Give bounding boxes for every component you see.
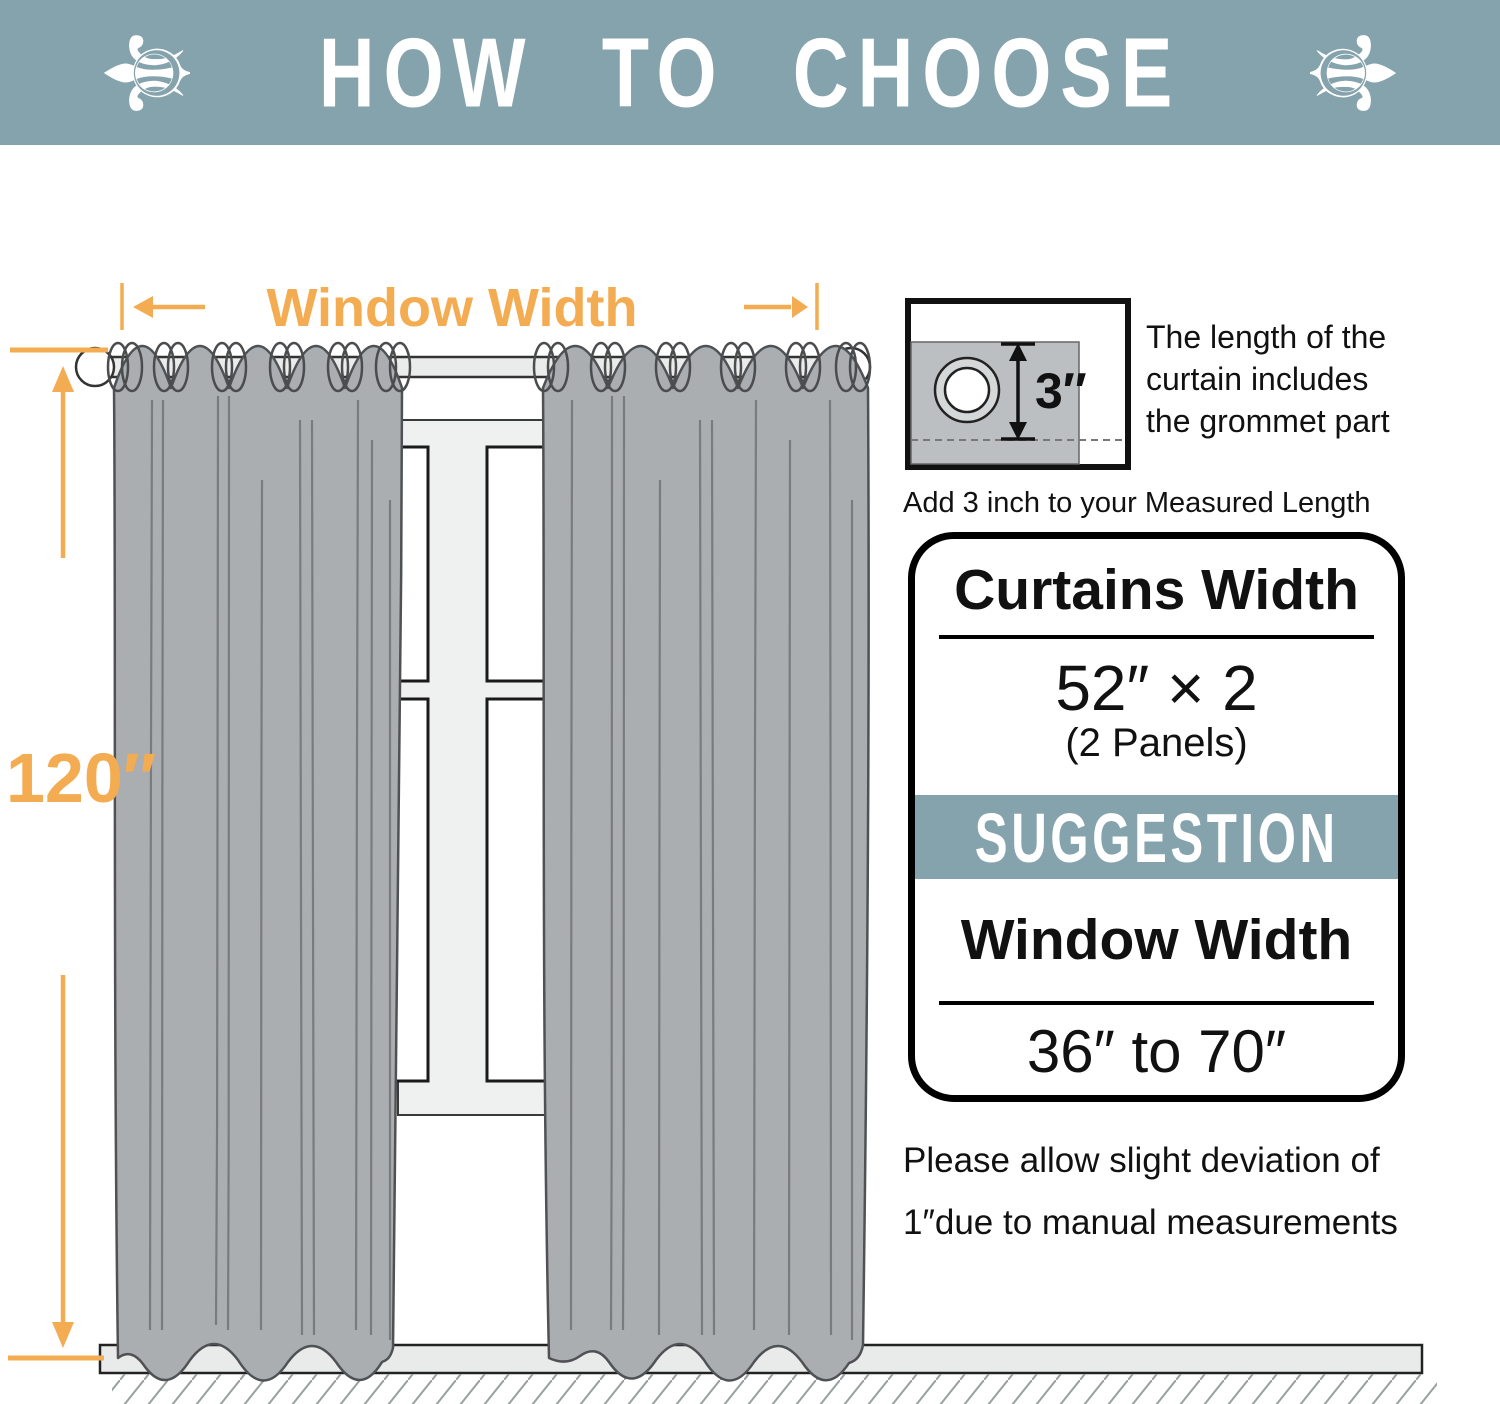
fleur-de-lis-icon: ⚜ [80,19,219,126]
fleur-de-lis-icon: ⚜ [1281,19,1420,126]
size-suggestion-box [908,532,1405,1102]
grommet-measurement-label: 3″ [1035,363,1087,419]
window-width-value: 36″ to 70″ [1026,1018,1287,1085]
grommet-note-line: The length of the [1146,319,1387,355]
divider [939,1001,1374,1005]
add-length-note: Add 3 inch to your Measured Length [903,487,1371,519]
curtains-width-value: 52″ × 2 [1055,652,1258,724]
suggestion-band-label: SUGGESTION [974,797,1339,877]
deviation-note-line: Please allow slight deviation of [903,1141,1380,1180]
curtain-length-label: 120″ [6,739,157,817]
deviation-note [903,1130,1398,1254]
page-title: HOW TO CHOOSE [318,16,1182,128]
window-width-heading: Window Width [960,908,1353,972]
suggestion-band [915,795,1398,879]
curtain-panel-right [543,346,869,1381]
grommet-diagram [905,298,1131,470]
window-width-label: Window Width [266,278,638,338]
curtain-length-measure [8,350,108,1358]
grommet-note-line: curtain includes [1146,361,1369,397]
floor-hatching [112,1374,1437,1404]
grommet-detail-figure [905,298,1131,470]
divider [939,635,1374,639]
deviation-note-line: 1″due to manual measurements [903,1203,1398,1242]
header-banner [0,0,1500,145]
grommet-note [1146,316,1390,442]
grommet-hole [945,368,989,412]
grommet-note-line: the grommet part [1146,403,1390,439]
panels-note: (2 Panels) [1065,721,1248,765]
curtains-width-heading: Curtains Width [954,558,1359,622]
